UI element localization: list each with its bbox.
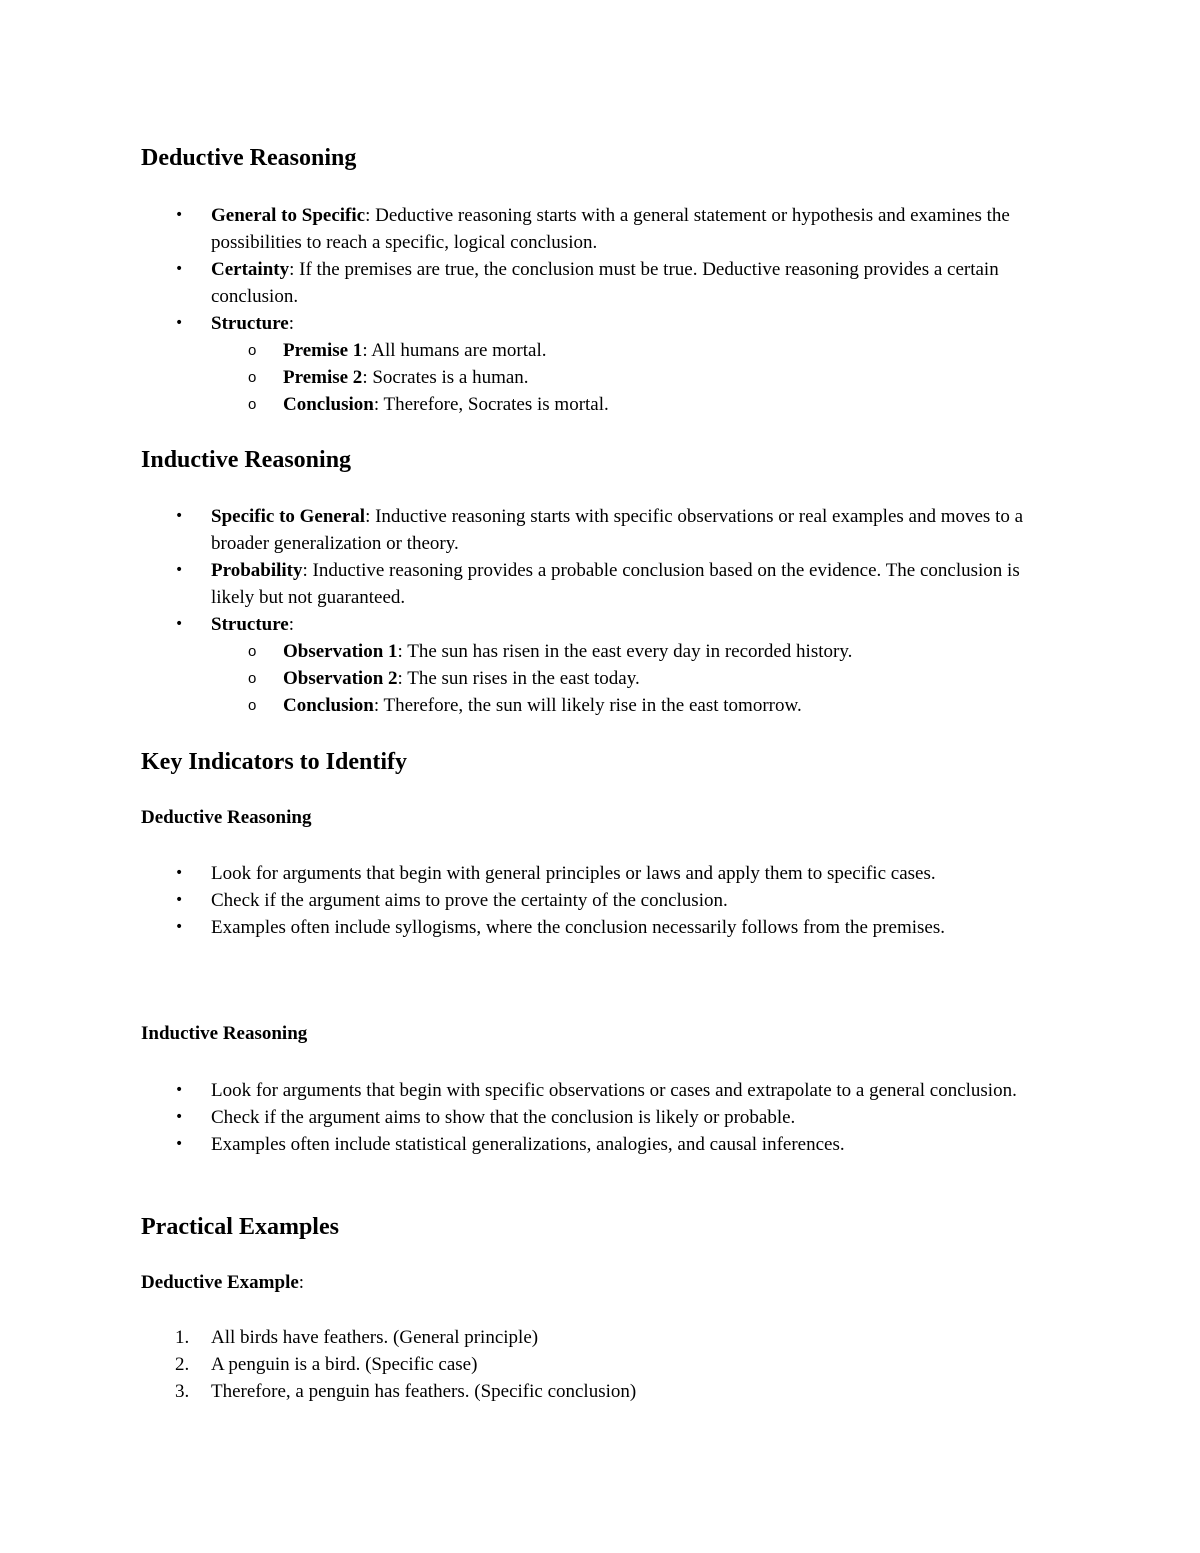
item-text: : Inductive reasoning starts with specific observations or real examples and moves to a broader generalization or theory. — [211, 506, 1024, 554]
list-item — [0, 557, 1061, 611]
colon: : — [298, 1272, 305, 1293]
practical-heading: Practical Examples — [141, 1214, 339, 1240]
step-text: All birds have feathers. (General principle) — [211, 1327, 539, 1348]
list-item — [211, 665, 1061, 692]
item-text: : If the premises are true, the conclusion must be true. Deductive reasoning provides a certain conclusion. — [211, 259, 999, 307]
list-item — [0, 1324, 1200, 1351]
list-item — [0, 1378, 1200, 1405]
item-text: : Therefore, Socrates is mortal. — [373, 394, 609, 415]
item-text: : Therefore, the sun will likely rise in the east tomorrow. — [373, 695, 802, 716]
item-text: : The sun has risen in the east every day in recorded history. — [397, 641, 853, 662]
list-item — [0, 202, 1061, 256]
term: Premise 2 — [283, 367, 363, 388]
term: General to Specific — [211, 205, 366, 226]
list-item — [0, 503, 1061, 557]
item-text: : — [288, 614, 295, 635]
term: Observation 2 — [283, 668, 398, 689]
item-text: : All humans are mortal. — [362, 340, 547, 361]
list-item — [211, 638, 1061, 665]
step-number: 2. — [175, 1354, 190, 1375]
deductive-example-heading — [141, 1271, 304, 1295]
deductive-example-list — [0, 1324, 1200, 1405]
term: Structure — [211, 313, 289, 334]
term: Structure — [211, 614, 289, 635]
inductive-heading: Inductive Reasoning — [141, 447, 352, 473]
list-item — [211, 391, 1061, 418]
item-text: : — [288, 313, 295, 334]
term: Premise 1 — [283, 340, 363, 361]
list-item — [211, 692, 1061, 719]
item-text: : Inductive reasoning provides a probable conclusion based on the evidence. The conclusion is likely but not guaranteed. — [211, 560, 1020, 608]
list-item: • Examples often include syllogisms, where the conclusion necessarily follows from the premises. — [0, 914, 1061, 941]
list-item: • Examples often include statistical generalizations, analogies, and causal inferences. — [0, 1131, 1061, 1158]
indicators-heading: Key Indicators to Identify — [141, 749, 407, 775]
item-text: : Deductive reasoning starts with a general statement or hypothesis and examines the possibilities to reach a specific, logical conclusion. — [211, 205, 1010, 253]
step-text: Therefore, a penguin has feathers. (Specific conclusion) — [211, 1381, 637, 1402]
indicators-inductive-heading: Inductive Reasoning — [141, 1023, 308, 1044]
list-item — [0, 1351, 1200, 1378]
indicators-deductive-heading: Deductive Reasoning — [141, 807, 312, 828]
list-item — [0, 256, 1061, 310]
list-item — [0, 611, 1061, 719]
indicators-deductive-list — [0, 860, 1200, 941]
list-item: • Check if the argument aims to show that the conclusion is likely or probable. — [0, 1104, 1061, 1131]
term: Observation 1 — [283, 641, 398, 662]
list-item — [211, 337, 1061, 364]
step-number: 1. — [175, 1327, 190, 1348]
term: Probability — [211, 560, 303, 581]
deductive-list — [0, 202, 1200, 418]
term: Specific to General — [211, 506, 366, 527]
deductive-example-label: Deductive Example — [141, 1272, 299, 1293]
term: Conclusion — [283, 695, 374, 716]
deductive-heading: Deductive Reasoning — [141, 145, 357, 171]
inductive-structure-list — [211, 638, 1061, 719]
term: Certainty — [211, 259, 290, 280]
item-text: : Socrates is a human. — [362, 367, 529, 388]
term: Conclusion — [283, 394, 374, 415]
list-item: • Check if the argument aims to prove the certainty of the conclusion. — [0, 887, 1061, 914]
list-item: • Look for arguments that begin with general principles or laws and apply them to specific cases. — [0, 860, 1061, 887]
step-text: A penguin is a bird. (Specific case) — [211, 1354, 478, 1375]
list-item: • Look for arguments that begin with specific observations or cases and extrapolate to a general conclusion. — [0, 1077, 1061, 1104]
list-item — [0, 310, 1061, 418]
indicators-inductive-list — [0, 1077, 1200, 1158]
inductive-list — [0, 503, 1200, 719]
list-item — [211, 364, 1061, 391]
item-text: : The sun rises in the east today. — [397, 668, 640, 689]
deductive-structure-list — [211, 337, 1061, 418]
step-number: 3. — [175, 1381, 190, 1402]
